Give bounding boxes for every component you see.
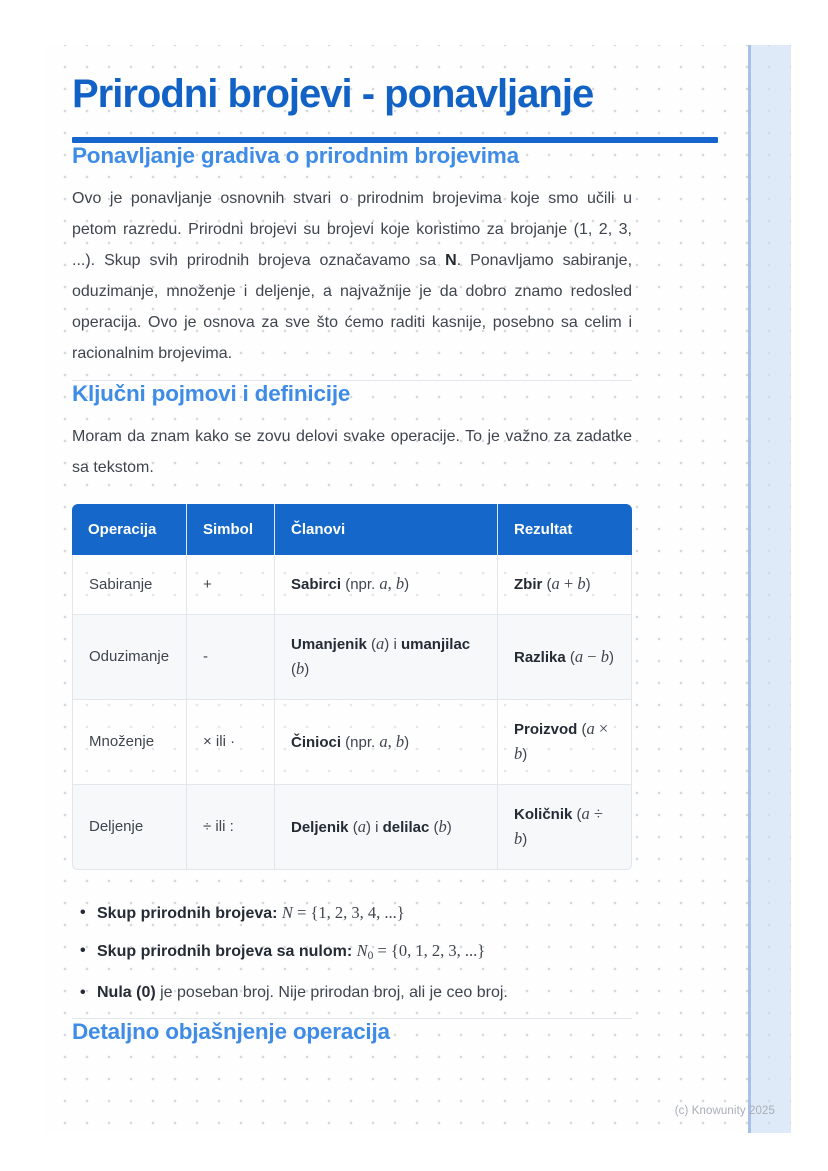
- plain-text: ): [404, 733, 410, 751]
- plain-text: (: [577, 721, 587, 738]
- plain-text: ): [304, 661, 310, 678]
- plain-text: (: [366, 636, 377, 653]
- plain-text: (: [572, 806, 582, 823]
- plain-text: ): [522, 831, 528, 848]
- math-text: b: [395, 731, 405, 751]
- math-text: N: [281, 903, 293, 922]
- bold-text: Sabirci: [291, 576, 342, 593]
- bullet-list: [72, 901, 632, 1005]
- column-header-operacija: Operacija: [72, 504, 187, 555]
- column-header-simbol: Simbol: [187, 504, 275, 555]
- list-item: [80, 901, 632, 926]
- cell-operation: Sabiranje: [72, 555, 187, 615]
- plain-text: ) i: [365, 818, 383, 836]
- bold-text: Skup prirodnih brojeva:: [97, 905, 278, 922]
- cell-symbol: -: [187, 615, 275, 700]
- bold-text: Činioci: [291, 733, 342, 751]
- math-text: a: [379, 731, 388, 751]
- plain-text: (: [565, 648, 575, 666]
- math-text: ,: [387, 731, 396, 751]
- table-row: [72, 555, 632, 615]
- plain-text: (: [429, 818, 439, 836]
- intro-bold-n: N: [445, 252, 457, 269]
- list-item: [80, 939, 632, 968]
- plain-text: ): [608, 648, 614, 666]
- bold-text: Umanjenik: [291, 636, 367, 653]
- math-text: b: [296, 659, 305, 678]
- math-text: b: [395, 574, 405, 593]
- cell-operation: Oduzimanje: [72, 615, 187, 700]
- intro-text-after: . Ponavljamo sabiranje, oduzimanje, množenje i deljenje, a najvažnije je da dobro znamo redosled operacija. Ovo je osnova za sve što ćemo raditi kasnije, posebno sa celim i racionalnim brojevima.: [72, 252, 633, 362]
- page-title: Prirodni brojevi - ponavljanje: [72, 72, 594, 116]
- cell-result: [498, 555, 632, 615]
- table-row: [72, 785, 632, 870]
- operations-table: [72, 504, 632, 870]
- math-text: = {0, 1, 2, 3, ...}: [373, 941, 486, 960]
- cell-members: [275, 615, 498, 700]
- math-text: a: [551, 574, 560, 593]
- cell-result: [498, 700, 632, 785]
- bold-text: delilac: [382, 818, 430, 836]
- cell-symbol: +: [187, 555, 275, 615]
- intro-text-before: Ovo je ponavljanje osnovnih stvari o prirodnim brojevima koje smo učili u petom razredu. Prirodni brojevi su brojevi koje koristimo za brojanje (1, 2, 3, ...). Skup svih prirodnih brojeva označavamo sa: [72, 190, 632, 269]
- list-item: [80, 981, 632, 1005]
- cell-symbol: × ili ·: [187, 700, 275, 785]
- cell-operation: Množenje: [72, 700, 187, 785]
- math-text: 0: [367, 950, 374, 962]
- math-text: a: [376, 634, 385, 653]
- plain-text: (npr.: [341, 576, 380, 593]
- plain-text: ): [522, 746, 528, 763]
- column-header-clanovi: Članovi: [275, 504, 498, 555]
- math-text: a: [357, 816, 366, 836]
- cell-operation: Deljenje: [72, 785, 187, 870]
- math-text: ÷: [589, 804, 603, 823]
- bold-text: Razlika: [514, 648, 566, 666]
- math-text: b: [577, 574, 586, 593]
- math-text: b: [514, 744, 523, 763]
- math-text: ×: [594, 719, 609, 738]
- key-terms-paragraph: Moram da znam kako se zovu delovi svake operacije. To je važno za zadatke sa tekstom.: [72, 428, 632, 476]
- bold-text: Deljenik: [291, 818, 349, 836]
- plain-text: je poseban broj. Nije prirodan broj, ali je ceo broj.: [155, 984, 508, 1001]
- cell-members: [275, 700, 498, 785]
- footer-credit: (c) Knowunity 2025: [674, 1105, 775, 1117]
- math-text: b: [600, 646, 609, 666]
- page-content: [45, 45, 632, 1045]
- table-header-row: [72, 504, 632, 555]
- intro-paragraph: [72, 183, 632, 369]
- plain-text: ): [446, 818, 452, 836]
- math-text: a: [379, 574, 388, 593]
- math-text: a: [581, 804, 590, 823]
- column-header-rezultat: Rezultat: [498, 504, 632, 555]
- section-heading-detail: Detaljno objašnjenje operacija: [72, 1019, 390, 1044]
- plain-text: (npr.: [341, 733, 380, 751]
- math-text: N: [356, 941, 368, 960]
- bold-text: umanjilac: [400, 636, 471, 653]
- math-text: ,: [387, 574, 396, 593]
- table-row: [72, 700, 632, 785]
- plain-text: (: [348, 818, 358, 836]
- cell-result: [498, 785, 632, 870]
- math-text: = {1, 2, 3, 4, ...}: [292, 903, 405, 922]
- math-text: +: [559, 574, 578, 593]
- plain-text: ): [404, 576, 410, 593]
- plain-text: ): [585, 576, 591, 593]
- bold-text: Skup prirodnih brojeva sa nulom:: [97, 943, 353, 960]
- plain-text: (: [542, 576, 552, 593]
- math-text: b: [438, 816, 447, 836]
- math-text: a: [574, 646, 584, 666]
- table-row: [72, 615, 632, 700]
- bold-text: Količnik: [514, 806, 573, 823]
- cell-result: [498, 615, 632, 700]
- cell-members: [275, 785, 498, 870]
- document-page: [45, 45, 791, 1133]
- plain-text: ) i: [384, 636, 401, 653]
- math-text: b: [514, 829, 523, 848]
- plain-text: (: [291, 661, 296, 678]
- cell-symbol: ÷ ili :: [187, 785, 275, 870]
- bold-text: Proizvod: [514, 721, 578, 738]
- bold-text: Nula (0): [97, 984, 156, 1001]
- section-heading-key-terms: Ključni pojmovi i definicije: [72, 381, 351, 406]
- math-text: a: [586, 719, 595, 738]
- margin-stripe: [748, 45, 791, 1133]
- bold-text: Zbir: [514, 576, 543, 593]
- section-heading-intro: Ponavljanje gradiva o prirodnim brojevima: [72, 143, 519, 168]
- math-text: −: [583, 646, 601, 666]
- cell-members: [275, 555, 498, 615]
